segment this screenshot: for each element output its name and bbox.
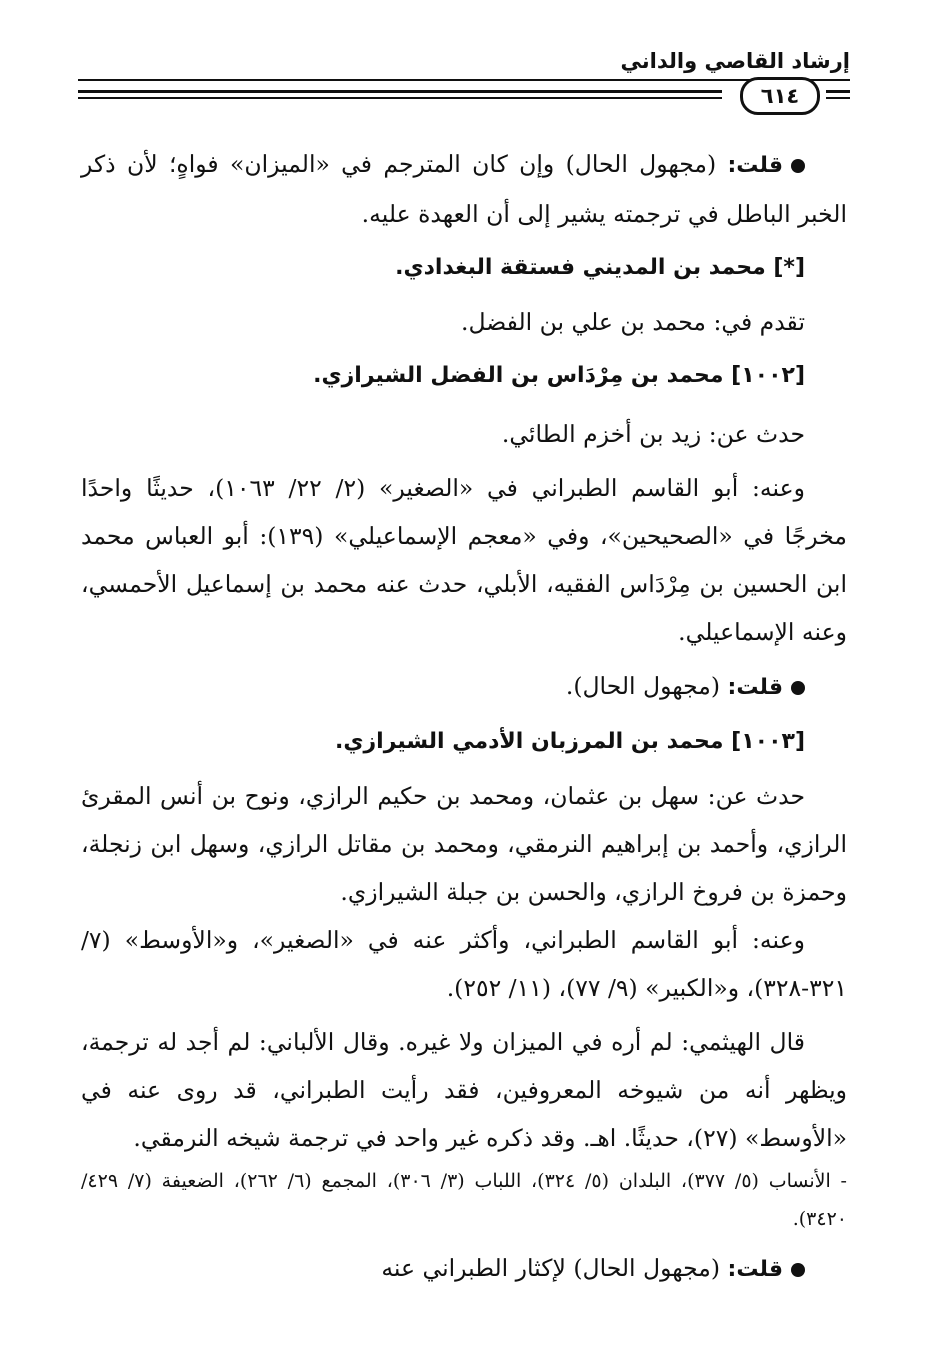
comment-text: (مجهول الحال) لإكثار الطبراني عنه [381, 1254, 721, 1282]
entry-heading-1002: [١٠٠٢] محمد بن مِرْدَاس بن الفضل الشيرازي. [313, 363, 805, 388]
page-number-badge: ٦١٤ [740, 77, 820, 115]
header-rule-stub-top [826, 90, 850, 93]
paragraph-narrated-from-1003: حدث عن: سهل بن عثمان، ومحمد بن حكيم الرازي، ونوح بن أنس المقرئ الرازي، وأحمد بن إبراهيم النرمقي، ومحمد بن مقاتل الرازي، وسهل ابن زنجلة، وحمزة بن فروخ الرازي، والحسن بن جبلة الشيرازي. [81, 782, 847, 906]
paragraph-comment-1 [81, 140, 847, 238]
comment-label: قلت: [727, 1257, 783, 1282]
entry-heading-1003: [١٠٠٣] محمد بن المرزبان الأدمي الشيرازي. [335, 729, 805, 754]
bullet-icon [791, 159, 805, 173]
paragraph-cross-ref: تقدم في: محمد بن علي بن الفضل. [460, 308, 805, 336]
header-rule-stub-bottom [826, 97, 850, 99]
bullet-icon [791, 1263, 805, 1277]
header-rule-double-top [78, 90, 722, 93]
header-rule-thin [78, 79, 850, 81]
page-body [81, 140, 847, 1294]
running-title: إرشاد القاصي والداني [620, 49, 850, 73]
sources-note: - الأنساب (٥/ ٣٧٧)، البلدان (٥/ ٣٢٤)، اللباب (٣/ ٣٠٦)، المجمع (٦/ ٢٦٢)، الضعيفة (٧/ ٤٢٩/ ٣٤٢٠). [81, 1170, 847, 1230]
comment-label: قلت: [727, 675, 783, 700]
entry-heading-cross-ref: [*] محمد بن المديني فستقة البغدادي. [395, 255, 805, 280]
comment-text: (مجهول الحال). [565, 672, 721, 700]
paragraph-narrated-from-1002: حدث عن: زيد بن أخزم الطائي. [501, 420, 805, 448]
page-header [78, 40, 850, 110]
paragraph-comment-3 [81, 1244, 847, 1294]
comment-label: قلت: [727, 153, 783, 178]
bullet-icon [791, 681, 805, 695]
paragraph-comment-2 [81, 662, 847, 712]
paragraph-narrators-1003: وعنه: أبو القاسم الطبراني، وأكثر عنه في «الصغير»، و«الأوسط» (٧/ ٣٢١-٣٢٨)، و«الكبير» (٩/ ٧٧)، (١١/ ٢٥٢). [81, 926, 847, 1002]
comment-text: (مجهول الحال) وإن كان المترجم في «الميزان» فواهٍ؛ لأن ذكر الخبر الباطل في ترجمته يشير إلى أن العهدة عليه. [81, 150, 847, 228]
paragraph-haythami-quote: قال الهيثمي: لم أره في الميزان ولا غيره. وقال الألباني: لم أجد له ترجمة، ويظهر أنه من شيوخه المعروفين، فقد رأيت الطبراني، قد روى عنه في «الأوسط» (٢٧)، حديثًا. اهـ. وقد ذكره غير واحد في ترجمة شيخه النرمقي. [81, 1028, 847, 1152]
paragraph-narrators-1002: وعنه: أبو القاسم الطبراني في «الصغير» (٢/ ٢٢/ ١٠٦٣)، حديثًا واحدًا مخرجًا في «الصحيحين»، وفي «معجم الإسماعيلي» (١٣٩): أبو العباس محمد ابن الحسين بن مِرْدَاس الفقيه، الأبلي، حدث عنه محمد بن إسماعيل الأحمسي، وعنه الإسماعيلي. [81, 474, 847, 646]
header-rule-double-bottom [78, 97, 722, 99]
